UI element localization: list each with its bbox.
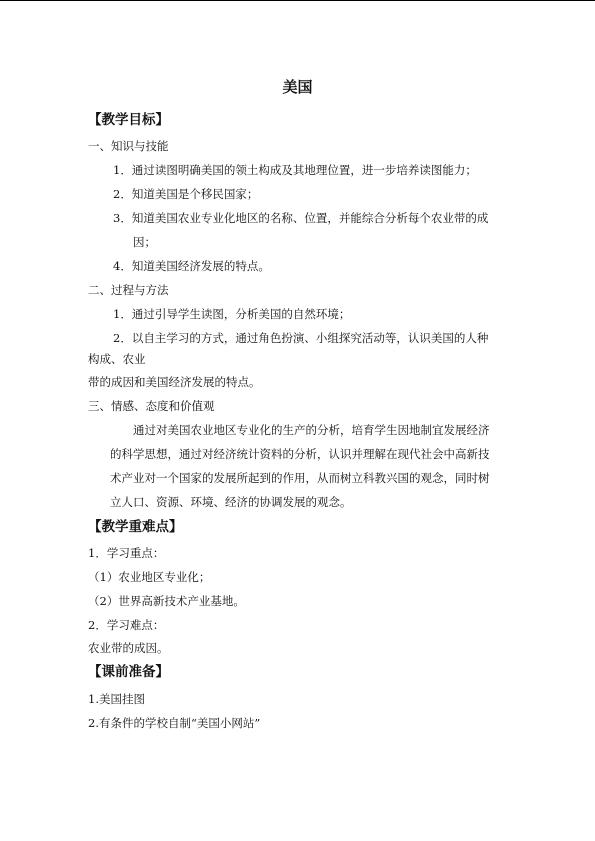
values-paragraph-line-2: 的科学思想，通过对经济统计资料的分析，认识并理解在现代社会中高新技 [110, 447, 490, 461]
process-item-1: 1．通过引导学生读图，分析美国的自然环境； [113, 307, 351, 321]
process-item-2-end: 带的成因和美国经济发展的特点。 [88, 375, 261, 389]
knowledge-item-2: 2．知道美国是个移民国家； [113, 187, 259, 201]
subheading-process-method: 二、过程与方法 [88, 283, 169, 297]
key-point-1: （1）农业地区专业化； [88, 570, 211, 584]
prep-item-1: 1.美国挂图 [88, 692, 145, 706]
key-points-label: 1．学习重点： [88, 546, 165, 560]
knowledge-item-3: 3．知道美国农业专业化地区的名称、位置，并能综合分析每个农业带的成 [113, 211, 489, 225]
page-title: 美国 [282, 78, 313, 96]
section-heading-objectives: 【教学目标】 [88, 112, 169, 128]
values-paragraph-line-3: 术产业对一个国家的发展所起到的作用，从而树立科教兴国的观念，同时树 [110, 471, 490, 485]
section-heading-preparation: 【课前准备】 [88, 664, 169, 680]
values-paragraph-line-4: 立人口、资源、环境、经济的协调发展的观念。 [110, 495, 352, 509]
prep-item-2: 2.有条件的学校自制“美国小网站” [88, 716, 261, 730]
key-point-2: （2）世界高新技术产业基地。 [88, 594, 245, 608]
subheading-knowledge-skills: 一、知识与技能 [88, 139, 169, 153]
section-heading-keypoints: 【教学重难点】 [88, 519, 183, 535]
subheading-attitude-values: 三、情感、态度和价值观 [88, 399, 215, 413]
top-border-rule [0, 0, 595, 1]
difficult-point-1: 农业带的成因。 [88, 641, 169, 655]
process-item-2-continued: 构成、农业 [88, 352, 146, 366]
knowledge-item-1: 1．通过读图明确美国的领土构成及其地理位置，进一步培养读图能力； [113, 163, 477, 177]
knowledge-item-3-continued: 因； [133, 235, 156, 249]
difficult-points-label: 2．学习难点： [88, 618, 165, 632]
knowledge-item-4: 4．知道美国经济发展的特点。 [113, 259, 270, 273]
values-paragraph-line-1: 通过对美国农业地区专业化的生产的分析，培育学生因地制宜发展经济 [133, 423, 490, 437]
process-item-2: 2．以自主学习的方式，通过角色扮演、小组探究活动等，认识美国的人种 [113, 331, 489, 345]
